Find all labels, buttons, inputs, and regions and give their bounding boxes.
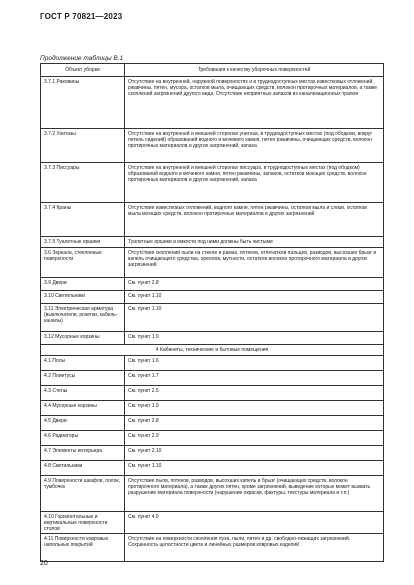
table-row <box>41 291 384 304</box>
object-cell: 4.6 Радиаторы <box>41 431 125 446</box>
page-number: 20 <box>40 560 48 567</box>
table-row <box>41 77 384 129</box>
table-row <box>41 512 384 534</box>
object-cell: 3.10 Светильники <box>41 291 125 304</box>
requirement-cell: См. пункт 4.9 <box>125 512 384 534</box>
requirement-cell: См. пункт 2.9 <box>125 431 384 446</box>
object-cell: 3.7.4 Краны <box>41 203 125 237</box>
object-cell: 3.7.3 Писсуары <box>41 163 125 203</box>
table-row <box>41 304 384 332</box>
object-cell: 3.7.1 Раковины <box>41 77 125 129</box>
table-row <box>41 356 384 371</box>
object-cell: 4.4 Мусорные корзины <box>41 401 125 416</box>
requirement-cell: См. пункт 2.5 <box>125 386 384 401</box>
object-cell: 3.11 Электрическая арматура (выключатели, розетки, кабель-каналы) <box>41 304 125 332</box>
object-cell: 3.7.5 Туалетные ершики <box>41 237 125 248</box>
object-cell: 4.11 Поверхности ковровых напольных покрытий <box>41 534 125 562</box>
object-cell: 3.6 Зеркала, стеклянные поверхности <box>41 248 125 278</box>
object-cell: 4.2 Плинтусы <box>41 371 125 386</box>
table-body <box>41 77 384 562</box>
object-cell: 4.10 Горизонтальные и вертикальные поверхности столов <box>41 512 125 534</box>
requirement-cell: См. пункт 1.9 <box>125 332 384 345</box>
table-row <box>41 248 384 278</box>
table-continuation-caption: Продолжение таблицы В.1 <box>40 55 124 62</box>
table-row <box>41 237 384 248</box>
document-header: ГОСТ Р 70821—2023 <box>40 12 123 21</box>
object-cell: 4.8 Светильники <box>41 461 125 476</box>
table-row <box>41 129 384 163</box>
requirement-cell: Отсутствие на поверхности скопления пуха, пыли, пятен и др. свободно-лежащих загрязнений. Сохранность целостности цвета и линейных размеров ковровых изделий <box>125 534 384 562</box>
table-row <box>41 203 384 237</box>
column-header-requirements: Требования к качеству уборочных поверхностей <box>125 64 384 77</box>
column-header-object: Объект уборки <box>41 64 125 77</box>
requirement-cell: Отсутствие скоплений пыли на стекле и рамах, потеков, отпечатков пальцев, разводов, высохших брызг и капель очищающего средства, ореолов, мутности, остатков волокон протирочного материала и других загрязнений <box>125 248 384 278</box>
object-cell: 4.9 Поверхности шкафов, полок, тумбочек <box>41 476 125 512</box>
table-row <box>41 416 384 431</box>
table-section-row <box>41 345 384 356</box>
table-header-row <box>41 64 384 77</box>
table-row <box>41 371 384 386</box>
object-cell: 4.5 Двери <box>41 416 125 431</box>
table-row <box>41 386 384 401</box>
object-cell: 3.7.2 Унитазы <box>41 129 125 163</box>
section-heading: 4 Кабинеты, технические и бытовые помещения <box>41 345 384 356</box>
object-cell: 3.9 Двери <box>41 278 125 291</box>
table-row <box>41 278 384 291</box>
object-cell: 3.12 Мусорные корзины <box>41 332 125 345</box>
table-row <box>41 534 384 562</box>
table-row <box>41 163 384 203</box>
table-row <box>41 431 384 446</box>
requirement-cell: См. пункт 2.10 <box>125 446 384 461</box>
requirement-cell: Отсутствие на внутренней, наружной поверхностях и в труднодоступных местах известковых отложений, ржавчины, пятен, мусора, остатков мыла, очищающих средств, волокон протирочных материалов, а также скоплений загрязнений другого вида. Отсутствие неприятных запахов из канализационных трапов <box>125 77 384 129</box>
requirement-cell: Отсутствие известковых отложений, водного камня, пятен ржавчины, остатков мыла и слизи, остатков мыла моющих средств, волокон протирочных материалов и других загрязнений <box>125 203 384 237</box>
object-cell: 4.3 Стены <box>41 386 125 401</box>
requirement-cell: См. пункт 1.9 <box>125 401 384 416</box>
requirements-table <box>40 63 384 562</box>
object-cell: 4.1 Полы <box>41 356 125 371</box>
requirement-cell: Отсутствие на внутренней и внешней сторонах унитаза, в труднодоступных местах (под ободком, вокруг петель сидений) образований водного и мочевого камня, пятен ржавчины, очищающих средств, волокон протирочных материалов и других загрязнений, запаха <box>125 129 384 163</box>
table-row <box>41 476 384 512</box>
requirement-cell: Туалетные ершики и емкости под ними должны быть чистыми <box>125 237 384 248</box>
requirement-cell: Отсутствие пыли, потеков, разводов, высохших капель и брызг (очищающих средств, волокон протирочного материала), а также других пятен, кроме загрязнений, выведение которых может вызвать разрушение материала поверхности (нарушение окраски, фактуры, текстуры материала и т.п.) <box>125 476 384 512</box>
requirement-cell: Отсутствие на внутренней и внешней сторонах писсуара, в труднодоступных местах (под ободком) образований водного и мочевого камня, пятен ржавчины, запахов, остатков моющих средств, волокон протирочных материалов и других загрязнений, запаха <box>125 163 384 203</box>
object-cell: 4.7 Элементы интерьера <box>41 446 125 461</box>
requirement-cell: См. пункт 1.10 <box>125 291 384 304</box>
requirement-cell: См. пункт 1.6 <box>125 356 384 371</box>
requirement-cell: См. пункт 2.8 <box>125 416 384 431</box>
requirement-cell: См. пункт 1.10 <box>125 461 384 476</box>
requirement-cell: См. пункт 1.10 <box>125 304 384 332</box>
requirement-cell: См. пункт 1.7 <box>125 371 384 386</box>
table-row <box>41 401 384 416</box>
requirement-cell: См. пункт 2.8 <box>125 278 384 291</box>
table-row <box>41 461 384 476</box>
table-row <box>41 332 384 345</box>
table-row <box>41 446 384 461</box>
